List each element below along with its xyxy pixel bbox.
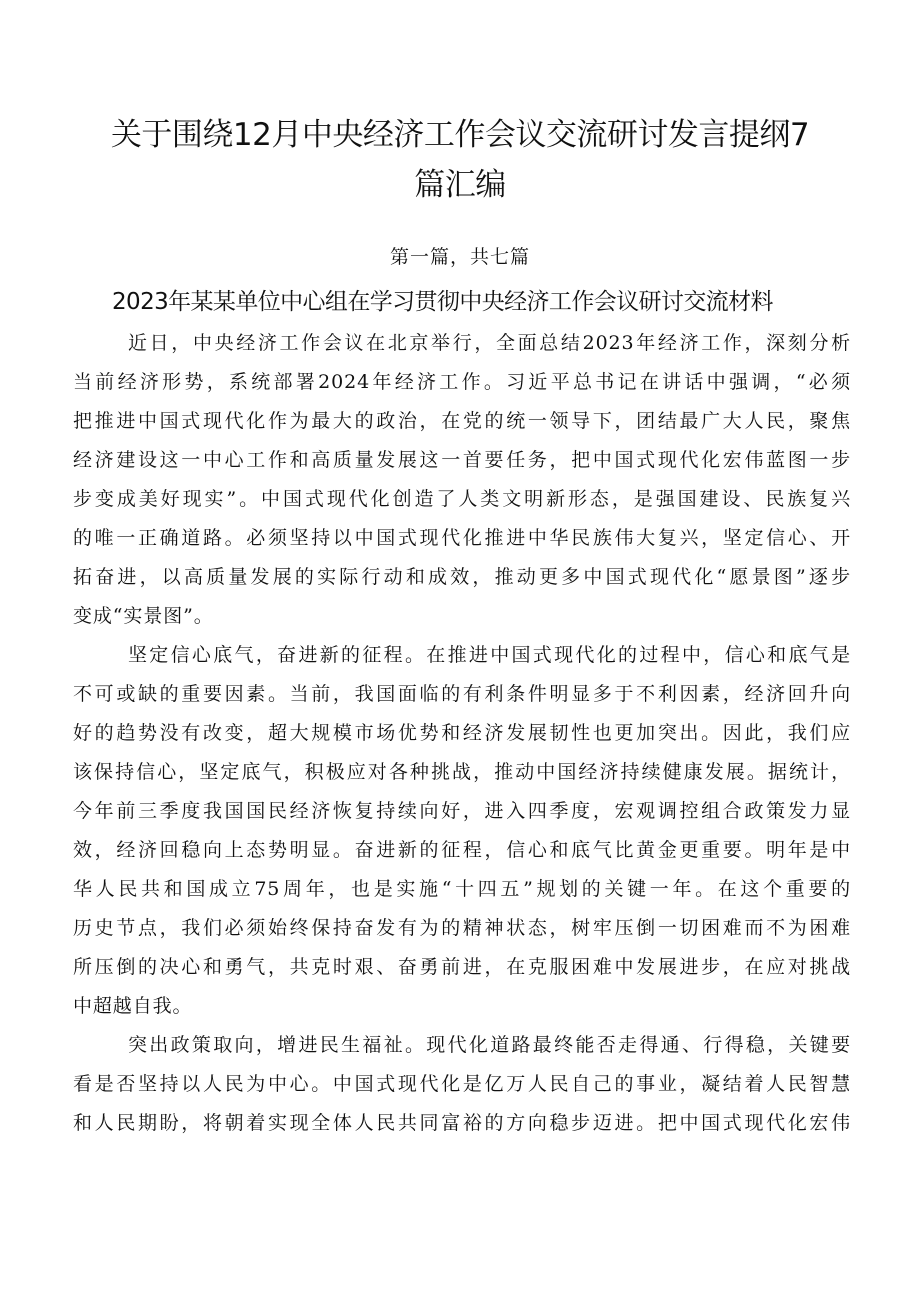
text-line: 看是否坚持以人民为中心。中国式现代化是亿万人民自己的事业，凝结着人民智慧 — [73, 1073, 851, 1095]
text-line: 所压倒的决心和勇气，共克时艰、奋勇前进，在克服困难中发展进步，在应对挑战 — [73, 956, 851, 978]
text-line: 好的趋势没有改变，超大规模市场优势和经济发展韧性也更加突出。因此，我们应 — [73, 722, 851, 744]
text-line: 不可或缺的重要因素。当前，我国面临的有利条件明显多于不利因素，经济回升向 — [73, 683, 851, 705]
text-line: 该保持信心，坚定底气，积极应对各种挑战，推动中国经济持续健康发展。据统计， — [73, 761, 851, 783]
text-line: 近日，中央经济工作会议在北京举行，全面总结2023年经济工作，深刻分析 — [128, 332, 851, 354]
text-line: 历史节点，我们必须始终保持奋发有为的精神状态，树牢压倒一切困难而不为困难 — [73, 917, 851, 939]
paragraph-3 — [73, 1026, 851, 1143]
text-line: 步变成美好现实”。中国式现代化创造了人类文明新形态，是强国建设、民族复兴 — [73, 488, 851, 510]
text-line: 和人民期盼，将朝着实现全体人民共同富裕的方向稳步迈进。把中国式现代化宏伟 — [73, 1112, 851, 1134]
text-line: 经济建设这一中心工作和高质量发展这一首要任务，把中国式现代化宏伟蓝图一步 — [73, 449, 851, 471]
paragraph-2 — [73, 636, 851, 1026]
document-title-line-1: 关于围绕12月中央经济工作会议交流研讨发言提纲7 — [110, 117, 810, 153]
body-text — [73, 324, 851, 1143]
text-line: 华人民共和国成立75周年，也是实施“十四五”规划的关键一年。在这个重要的 — [73, 878, 851, 900]
text-line: 拓奋进，以高质量发展的实际行动和成效，推动更多中国式现代化“愿景图”逐步 — [73, 566, 851, 588]
text-line: 坚定信心底气，奋进新的征程。在推进中国式现代化的过程中，信心和底气是 — [128, 644, 851, 666]
text-line: 变成“实景图”。 — [73, 605, 214, 627]
text-line: 的唯一正确道路。必须坚持以中国式现代化推进中华民族伟大复兴，坚定信心、开 — [73, 527, 851, 549]
text-line: 效，经济回稳向上态势明显。奋进新的征程，信心和底气比黄金更重要。明年是中 — [73, 839, 851, 861]
paragraph-1 — [73, 324, 851, 636]
text-line: 中超越自我。 — [73, 995, 193, 1017]
article-title: 2023年某某单位中心组在学习贯彻中央经济工作会议研讨交流材料 — [112, 289, 773, 315]
document-title — [100, 110, 820, 210]
text-line: 突出政策取向，增进民生福祉。现代化道路最终能否走得通、行得稳，关键要 — [128, 1034, 851, 1056]
document-title-line-2: 篇汇编 — [414, 167, 506, 203]
text-line: 今年前三季度我国国民经济恢复持续向好，进入四季度，宏观调控组合政策发力显 — [73, 800, 851, 822]
text-line: 把推进中国式现代化作为最大的政治，在党的统一领导下，团结最广大人民，聚焦 — [73, 410, 851, 432]
text-line: 当前经济形势，系统部署2024年经济工作。习近平总书记在讲话中强调，“必须 — [73, 371, 851, 393]
part-label: 第一篇，共七篇 — [389, 246, 530, 268]
